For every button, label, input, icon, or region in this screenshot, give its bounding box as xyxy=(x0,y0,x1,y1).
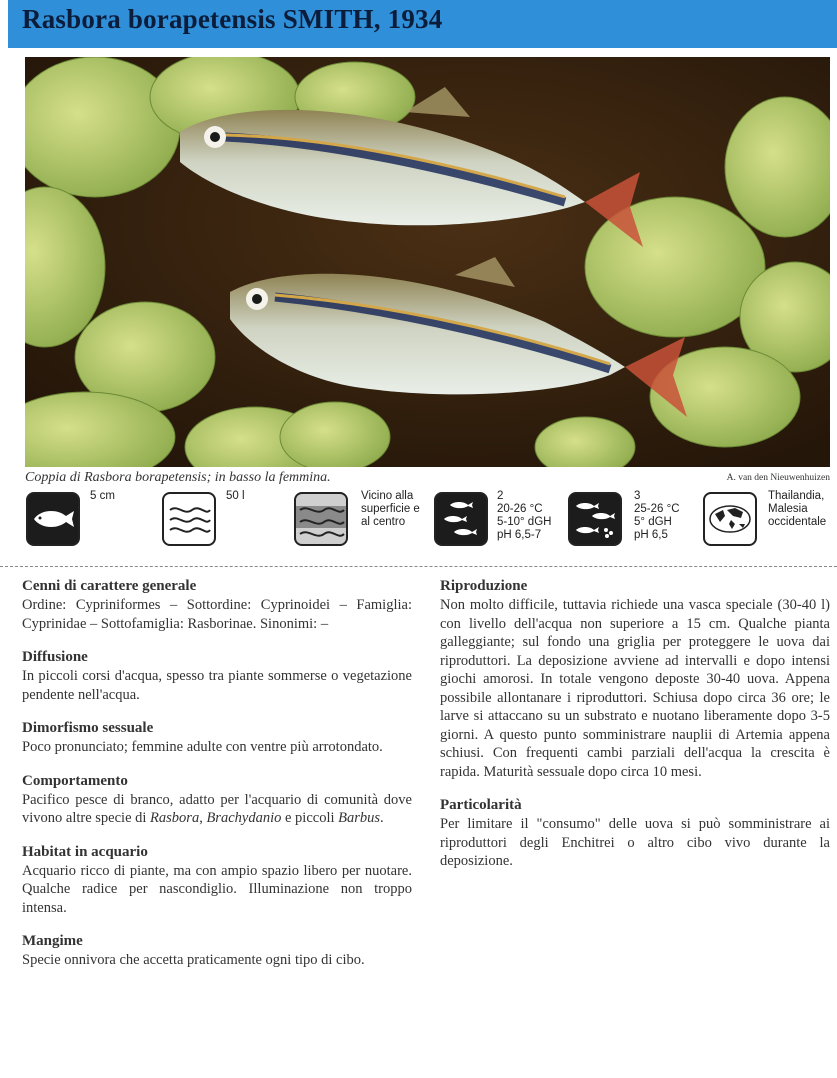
size-text: 5 cm xyxy=(90,490,115,502)
section-title: Dimorfismo sessuale xyxy=(22,720,154,736)
water-zone-icon xyxy=(294,492,348,546)
origin-text: Thailandia, Malesia occidentale xyxy=(768,490,827,528)
photo-credit: A. van den Nieuwenhuizen xyxy=(726,473,830,483)
section-habitat xyxy=(22,844,412,918)
section-diffusione xyxy=(22,649,412,704)
section-dimorfismo xyxy=(22,720,412,757)
right-column xyxy=(440,578,830,887)
fish-photo xyxy=(25,57,830,467)
section-title: Particolarità xyxy=(440,797,522,813)
info-icons-row xyxy=(0,488,837,552)
section-title: Diffusione xyxy=(22,649,88,665)
genus-name: Rasbora xyxy=(150,810,200,826)
text-part: . xyxy=(380,810,384,826)
text-part: Pacifico pesce di branco, adatto per l'acquario di comunità dove vivono altre specie di xyxy=(22,791,412,826)
section-text: In piccoli corsi d'acqua, spesso tra piante sommerse o vegetazione pendente nell'acqua. xyxy=(22,668,412,703)
section-divider xyxy=(0,566,837,567)
left-column xyxy=(22,578,412,986)
section-mangime xyxy=(22,933,412,970)
text-part: , xyxy=(199,810,207,826)
genus-name: Brachydanio xyxy=(206,810,282,826)
title-bar xyxy=(8,0,837,48)
photo-caption: Coppia di Rasbora borapetensis; in basso la femmina. xyxy=(25,470,331,485)
text-part: e piccoli xyxy=(281,810,339,826)
page-title: Rasbora borapetensis SMITH, 1934 xyxy=(22,4,443,34)
section-text: Acquario ricco di piante, ma con ampio spazio libero per nuotare. Qualche radice per nascondiglio. Illuminazione non troppo intensa. xyxy=(22,862,412,916)
keeping-text: 2 20-26 °C 5-10° dGH pH 6,5-7 xyxy=(497,490,552,541)
section-title: Riproduzione xyxy=(440,578,528,594)
world-map-icon xyxy=(703,492,757,546)
zone-text: Vicino alla superficie e al centro xyxy=(361,490,420,528)
tank-volume-icon xyxy=(162,492,216,546)
genus-name: Barbus xyxy=(338,810,381,826)
section-title: Mangime xyxy=(22,933,83,949)
school-of-fish-icon xyxy=(434,492,488,546)
section-text: Poco pronunciato; femmine adulte con ventre più arrotondato. xyxy=(22,739,383,755)
breeding-text: 3 25-26 °C 5° dGH pH 6,5 xyxy=(634,490,680,541)
fish-size-icon xyxy=(26,492,80,546)
section-title: Habitat in acquario xyxy=(22,843,148,860)
section-title: Cenni di carattere generale xyxy=(22,578,197,594)
section-text: Per limitare il "consumo" delle uova si può somministrare ai riproduttori degli Enchitrei o altro cibo vivo durante la deposizione. xyxy=(440,816,830,869)
section-text: Specie onnivora che accetta praticamente ogni tipo di cibo. xyxy=(22,952,365,968)
breeding-fish-icon xyxy=(568,492,622,546)
section-text: Non molto difficile, tuttavia richiede una vasca speciale (30-40 l) con livello dell'acqua non superiore a 15 cm. Qualche pianta galleggiante; sul fondo una griglia per proteggere le uova dai riproduttori. La deposizione avviene ad intervalli e dopo intensi giochi amorosi. In totale vengono deposte 30-40 uova. Appena possibile allontanare i riproduttori. Schiusa dopo circa 36 ore; le larve si attaccano su un substrato e nuotano liberamente dopo 3-5 giorni. A questo punto somministrare nauplii di Artemia appena schiusi. Con frequenti cambi parziali dell'acqua la crescita è rapida. Maturità sessuale dopo circa 10 mesi. xyxy=(440,597,830,780)
section-text xyxy=(22,791,412,828)
section-particolarita xyxy=(440,797,830,871)
section-text: Ordine: Cypriniformes – Sottordine: Cyprinoidei – Famiglia: Cyprinidae – Sottofamiglia: Rasborinae. Sinonimi: – xyxy=(22,597,412,632)
section-comportamento xyxy=(22,773,412,828)
rasbora-pair-illustration xyxy=(25,57,830,467)
section-general xyxy=(22,578,412,633)
section-title: Comportamento xyxy=(22,772,128,789)
volume-text: 50 l xyxy=(226,490,245,502)
section-riproduzione xyxy=(440,578,830,781)
